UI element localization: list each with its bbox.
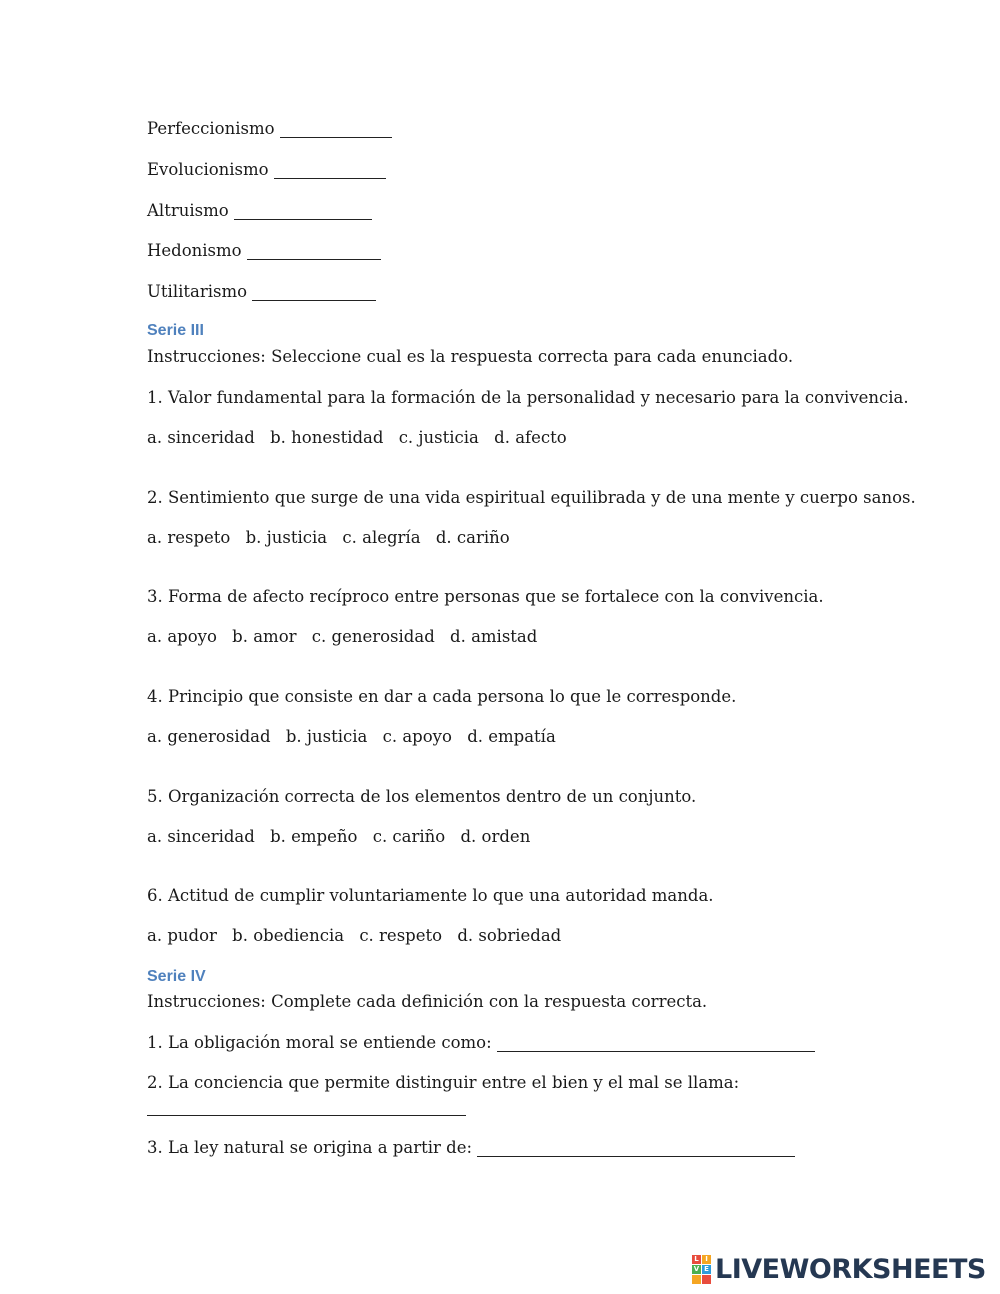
option-choice[interactable]: c. generosidad [311,627,435,646]
option-choice[interactable]: b. honestidad [270,428,384,447]
term-answer-input[interactable] [252,284,376,301]
definition-text: 3. La ley natural se origina a partir de: [147,1138,473,1157]
logo-letter: E [702,1265,711,1274]
definition-answer-input[interactable] [477,1140,795,1157]
section-heading: Serie IV [147,968,206,985]
section-heading: Serie III [147,322,204,339]
option-choice[interactable]: b. obediencia [232,926,345,945]
logo-text: LIVEWORKSHEETS [715,1253,986,1285]
option-choice[interactable]: a. sinceridad [147,827,255,846]
liveworksheets-logo [692,1254,986,1284]
option-choice[interactable]: d. orden [460,827,531,846]
options-row [147,428,577,448]
term-answer-input[interactable] [234,203,372,220]
option-choice[interactable]: c. respeto [359,926,443,945]
question-text: 3. Forma de afecto recíproco entre personas que se fortalece con la convivencia. [147,587,824,606]
options-row [147,528,520,548]
term-label: Utilitarismo [147,282,248,301]
term-answer-input[interactable] [247,243,381,260]
question-text: 4. Principio que consiste en dar a cada persona lo que le corresponde. [147,687,737,706]
term-line [147,160,386,180]
options-row [147,727,566,747]
option-choice[interactable]: a. apoyo [147,627,217,646]
term-line [147,282,376,302]
option-choice[interactable]: b. amor [232,627,297,646]
option-choice[interactable]: a. respeto [147,528,231,547]
options-row [147,627,547,647]
definition-text: 1. La obligación moral se entiende como: [147,1033,492,1052]
question-text: 5. Organización correcta de los elementos dentro de un conjunto. [147,787,697,806]
option-choice[interactable]: c. cariño [372,827,446,846]
option-choice[interactable]: c. apoyo [382,727,452,746]
term-label: Evolucionismo [147,160,269,179]
option-choice[interactable]: a. sinceridad [147,428,255,447]
option-choice[interactable]: d. afecto [494,428,567,447]
question-text: 6. Actitud de cumplir voluntariamente lo que una autoridad manda. [147,886,714,905]
term-line [147,201,372,221]
option-choice[interactable]: c. justicia [398,428,479,447]
logo-letter: I [702,1255,711,1264]
term-line [147,119,392,139]
option-choice[interactable]: d. empatía [467,727,556,746]
option-choice[interactable]: b. empeño [270,827,358,846]
definition-text: 2. La conciencia que permite distinguir entre el bien y el mal se llama: [147,1073,740,1092]
section-instructions: Instrucciones: Seleccione cual es la respuesta correcta para cada enunciado. [147,347,794,366]
logo-letter: V [693,1264,700,1273]
options-row [147,827,540,847]
question-text: 1. Valor fundamental para la formación de la personalidad y necesario para la convivencia. [147,388,909,407]
option-choice[interactable]: d. cariño [435,528,510,547]
term-line [147,241,381,261]
options-row [147,926,571,946]
option-choice[interactable]: b. justicia [285,727,368,746]
section-instructions: Instrucciones: Complete cada definición con la respuesta correcta. [147,992,708,1011]
term-answer-input[interactable] [274,162,386,179]
definition-answer-input[interactable] [147,1099,466,1116]
logo-icon [692,1255,711,1284]
question-text: 2. Sentimiento que surge de una vida espiritual equilibrada y de una mente y cuerpo sanos. [147,488,916,507]
option-choice[interactable]: a. generosidad [147,727,271,746]
option-choice[interactable]: c. alegría [342,528,421,547]
option-choice[interactable]: a. pudor [147,926,217,945]
definition-line [147,1097,466,1117]
definition-answer-input[interactable] [497,1035,815,1052]
term-label: Altruismo [147,201,229,220]
option-choice[interactable]: d. amistad [450,627,538,646]
definition-line [147,1033,815,1053]
option-choice[interactable]: d. sobriedad [457,926,562,945]
term-label: Perfeccionismo [147,119,275,138]
term-label: Hedonismo [147,241,242,260]
logo-letter: L [692,1255,701,1264]
definition-line [147,1138,795,1158]
term-answer-input[interactable] [280,121,392,138]
option-choice[interactable]: b. justicia [245,528,328,547]
